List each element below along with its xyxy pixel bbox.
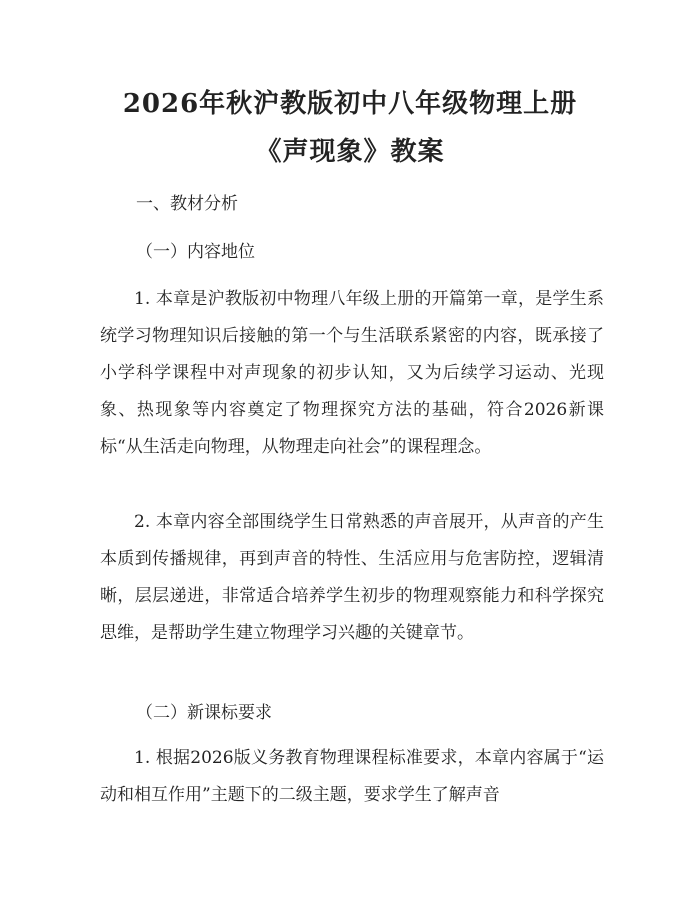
subsection-heading-curriculum-requirements: （二）新课标要求 bbox=[136, 703, 272, 723]
paragraph-content-position-1: 1. 本章是沪教版初中物理八年级上册的开篇第一章，是学生系统学习物理知识后接触的第一个与生活联系紧密的内容，既承接了小学科学课程中对声现象的初步认知，又为后续学习运动、光现象、热现象等内容奠定了物理探究方法的基础，符合2026新课标“从生活走向物理，从物理走向社会”的课程理念。 bbox=[100, 289, 604, 457]
document-title: 2026年秋沪教版初中八年级物理上册《声现象》教案 bbox=[122, 89, 578, 167]
section-heading-textbook-analysis: 一、教材分析 bbox=[136, 194, 238, 214]
paragraph-curriculum-requirements-1: 1. 根据2026版义务教育物理课程标准要求，本章内容属于“运动和相互作用”主题下的二级主题，要求学生了解声音 bbox=[100, 748, 604, 805]
paragraph-content-position-2: 2. 本章内容全部围绕学生日常熟悉的声音展开，从声音的产生本质到传播规律，再到声音的特性、生活应用与危害防控，逻辑清晰，层层递进，非常适合培养学生初步的物理观察能力和科学探究思维，是帮助学生建立物理学习兴趣的关键章节。 bbox=[100, 512, 604, 643]
subsection-heading-content-position: （一）内容地位 bbox=[136, 242, 255, 262]
